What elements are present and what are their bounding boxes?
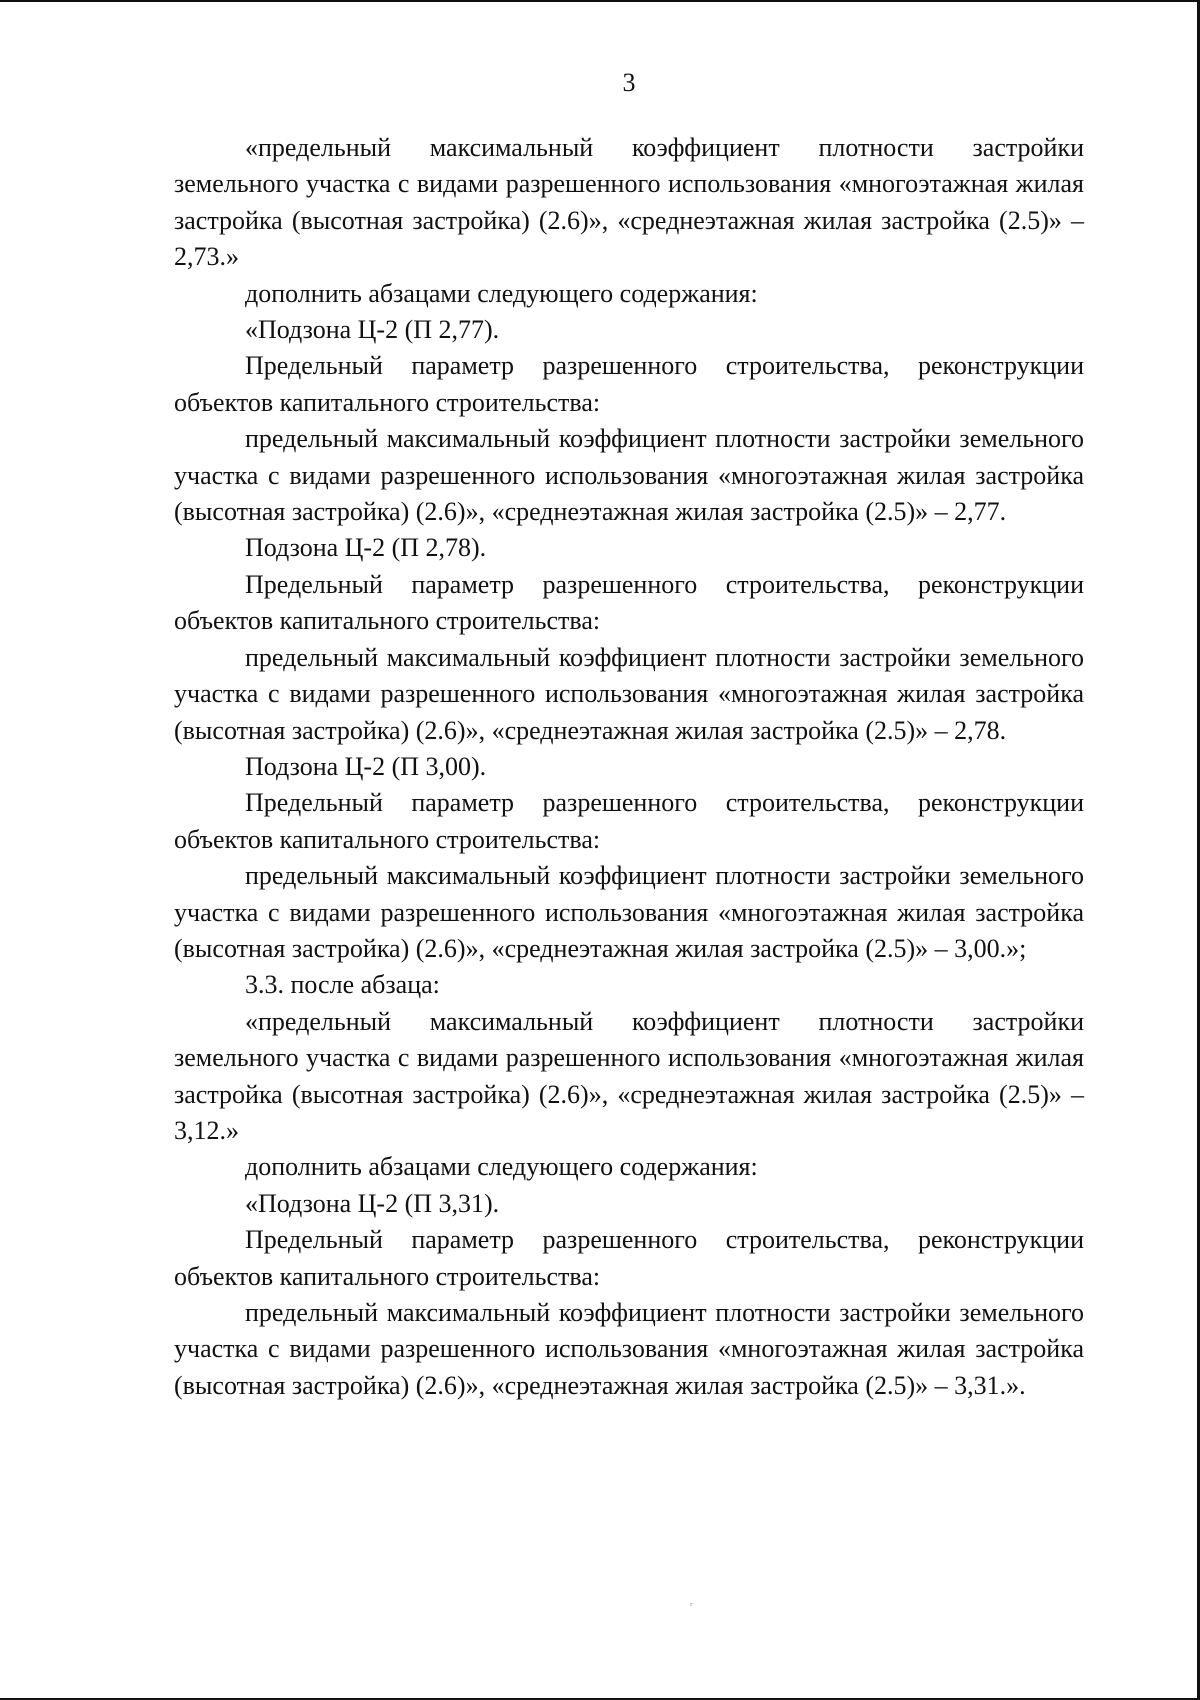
document-page bbox=[174, 58, 1084, 1404]
paragraph: Подзона Ц-2 (П 2,78). bbox=[245, 533, 487, 563]
paragraph: «предельный максимальный коэффициент плотности застройки земельного участка с видами разрешенного использования «многоэтажная жилая застройка (высотная застройка) (2.6)», «среднеэтажная жилая застройка (2.5)» – 2,73.» bbox=[174, 133, 1084, 272]
paragraph: Предельный параметр разрешенного строительства, реконструкции объектов капитального строительства: bbox=[174, 788, 1084, 854]
paragraph: Предельный параметр разрешенного строительства, реконструкции объектов капитального строительства: bbox=[174, 569, 1084, 636]
paragraph: предельный максимальный коэффициент плотности застройки земельного участка с видами разрешенного использования «многоэтажная жилая застройка (высотная застройка) (2.6)», «среднеэтажная жилая застройка (2.5)» – 3,00.»; bbox=[174, 861, 1084, 963]
paragraph: дополнить абзацами следующего содержания: bbox=[245, 278, 758, 308]
paragraph: дополнить абзацами следующего содержания: bbox=[245, 1152, 758, 1182]
page-number: 3 bbox=[622, 68, 636, 97]
paragraph: «Подзона Ц-2 (П 2,77). bbox=[245, 315, 500, 345]
paragraph: «предельный максимальный коэффициент плотности застройки земельного участка с видами разрешенного использования «многоэтажная жилая застройка (высотная застройка) (2.6)», «среднеэтажная жилая застройка (2.5)» – 3,12.» bbox=[174, 1006, 1084, 1145]
paragraph: Предельный параметр разрешенного строительства, реконструкции объектов капитального строительства: bbox=[174, 1225, 1084, 1291]
scan-speck: ʳ bbox=[690, 1600, 693, 1613]
paragraph: предельный максимальный коэффициент плотности застройки земельного участка с видами разрешенного использования «многоэтажная жилая застройка (высотная застройка) (2.6)», «среднеэтажная жилая застройка (2.5)» – 2,78. bbox=[174, 642, 1084, 745]
paragraph: Предельный параметр разрешенного строительства, реконструкции объектов капитального строительства: bbox=[174, 351, 1084, 417]
paragraph: 3.3. после абзаца: bbox=[245, 970, 440, 1000]
paragraph: «Подзона Ц-2 (П 3,31). bbox=[245, 1188, 500, 1218]
paragraph: предельный максимальный коэффициент плотности застройки земельного участка с видами разрешенного использования «многоэтажная жилая застройка (высотная застройка) (2.6)», «среднеэтажная жилая застройка (2.5)» – 2,77. bbox=[174, 424, 1084, 527]
paragraph: Подзона Ц-2 (П 3,00). bbox=[245, 751, 487, 781]
paragraph: предельный максимальный коэффициент плотности застройки земельного участка с видами разрешенного использования «многоэтажная жилая застройка (высотная застройка) (2.6)», «среднеэтажная жилая застройка (2.5)» – 3,31.». bbox=[174, 1298, 1084, 1400]
